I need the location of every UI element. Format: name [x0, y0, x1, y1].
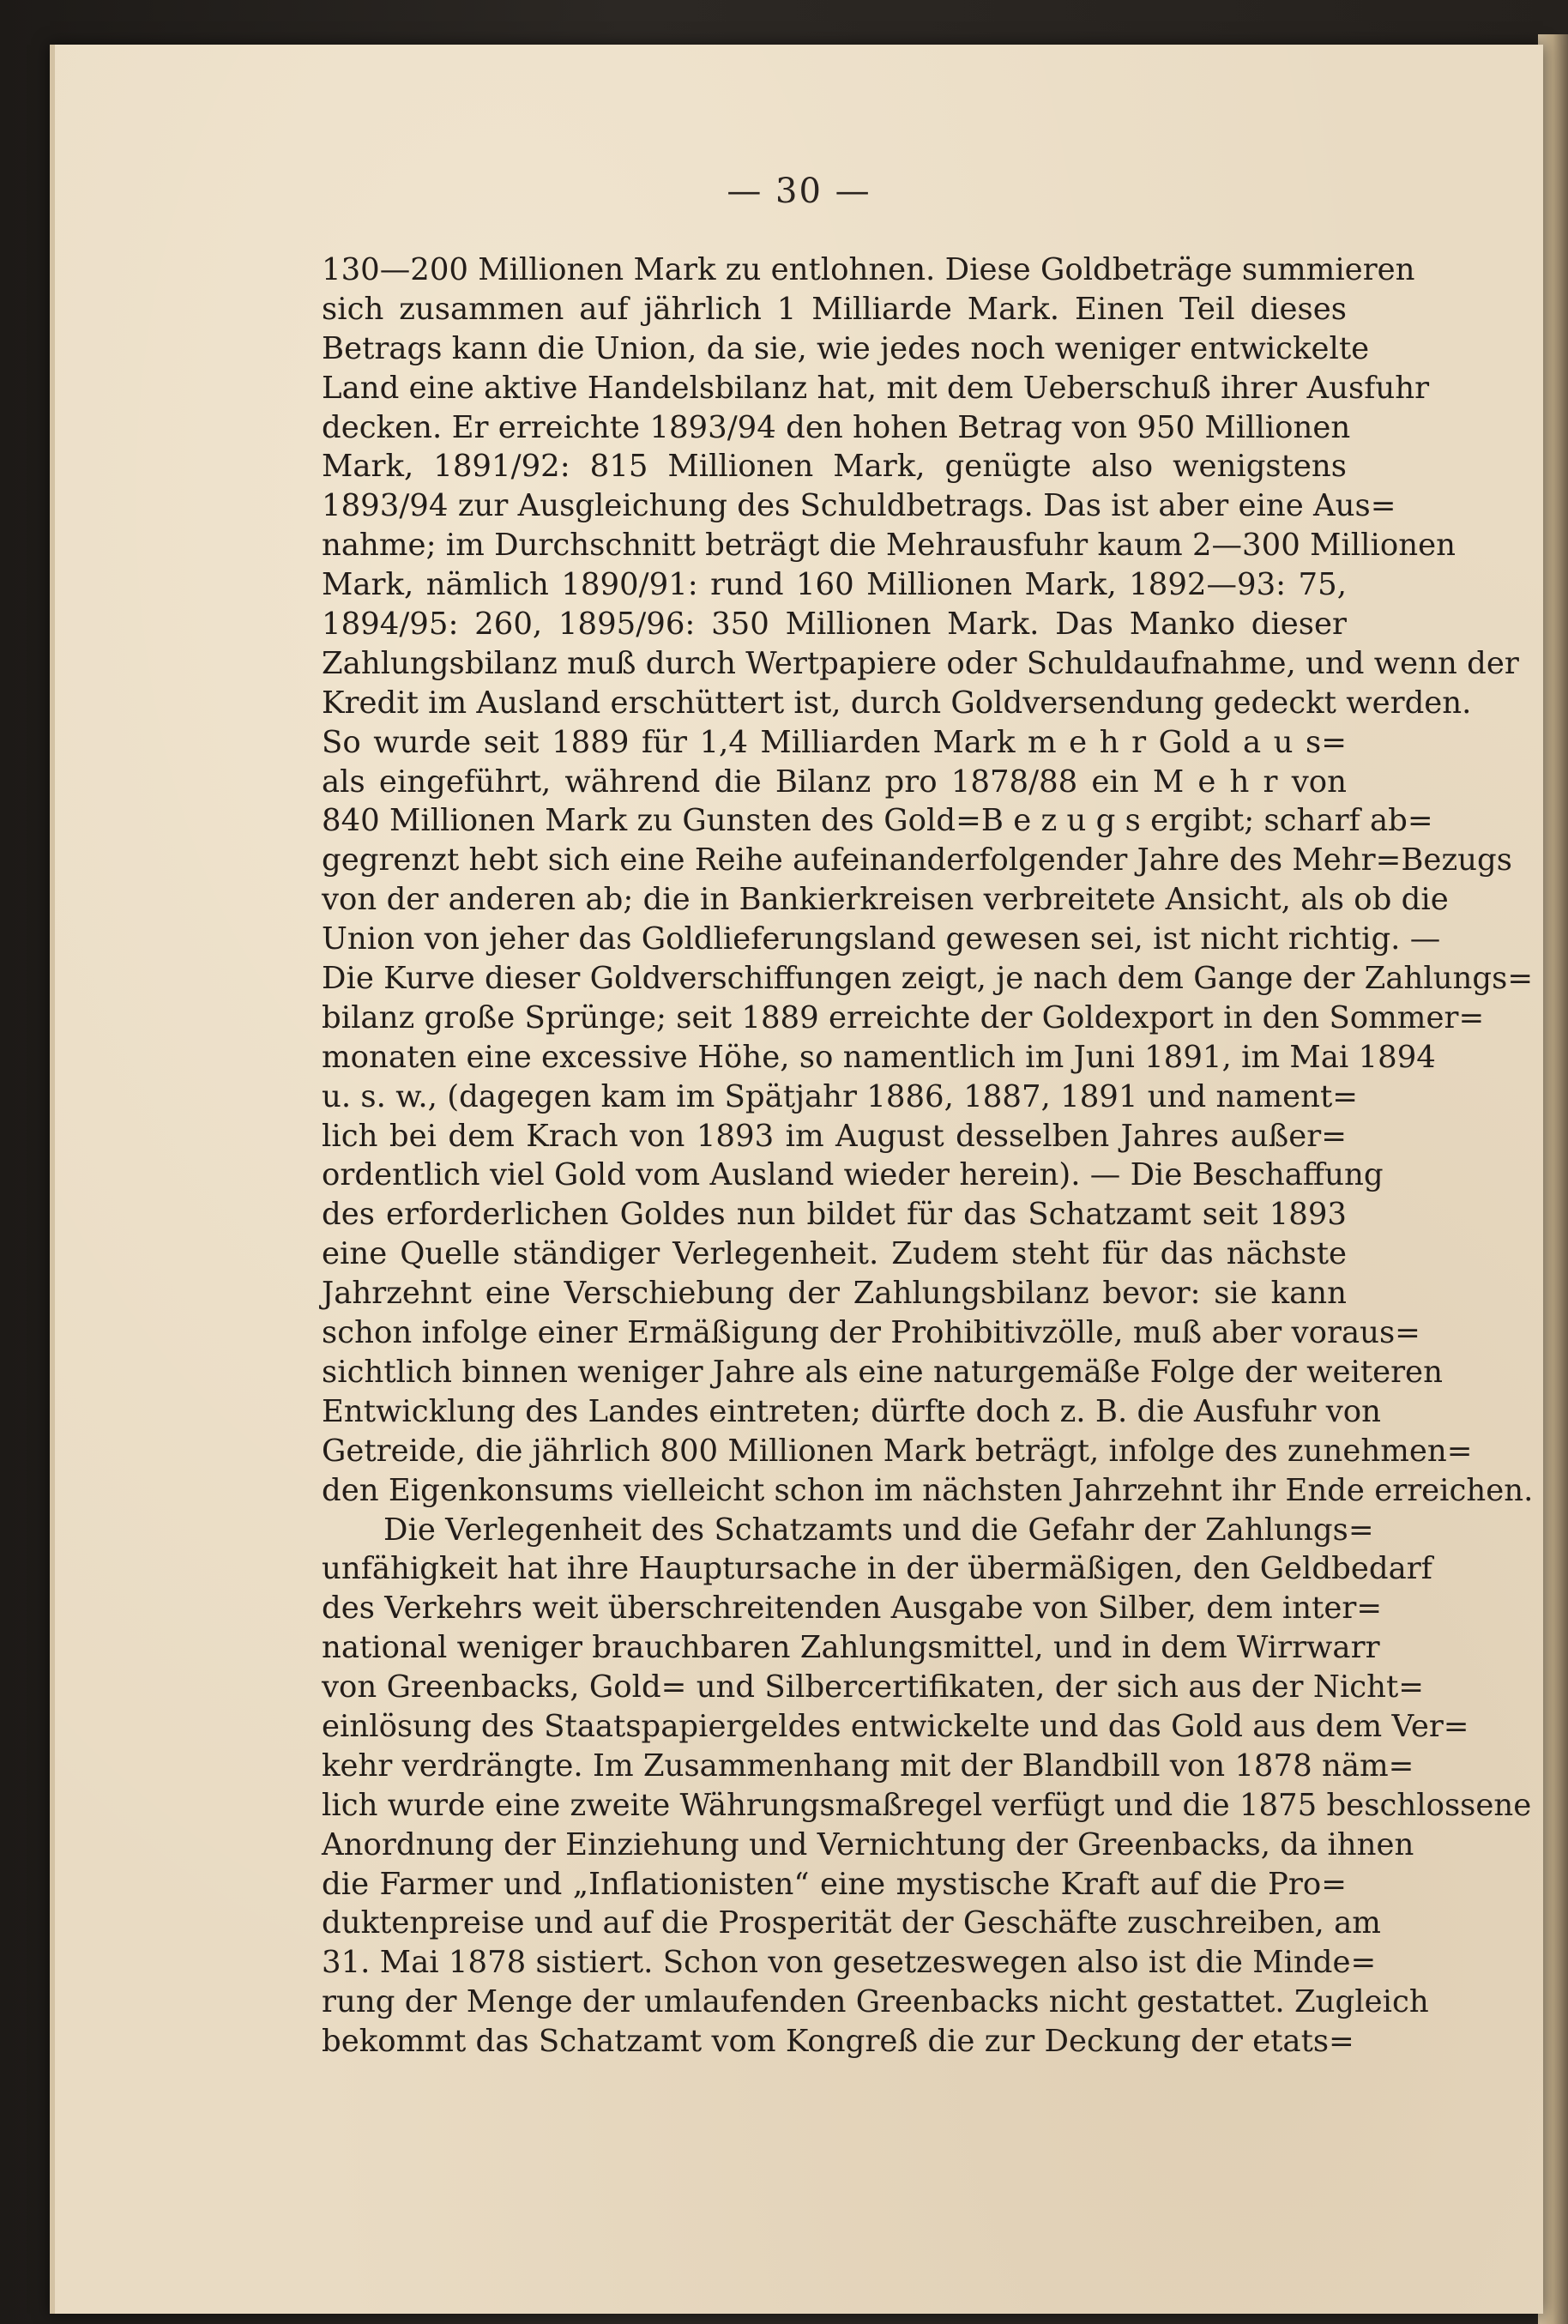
text-line: gegrenzt hebt sich eine Reihe aufeinanderfolgender Jahre des Mehr=Bezugs	[322, 842, 1512, 878]
text-line: die Farmer und „Inflationisten“ eine mystische Kraft auf die Pro=	[322, 1866, 1347, 1902]
text-line: den Eigenkonsums vielleicht schon im nächsten Jahrzehnt ihr Ende erreichen.	[322, 1472, 1534, 1508]
text-line: lich wurde eine zweite Währungsmaßregel verfügt und die 1875 beschlossene	[322, 1787, 1532, 1823]
text-line: Entwicklung des Landes eintreten; dürfte doch z. B. die Ausfuhr von	[322, 1393, 1382, 1429]
text-line: einlösung des Staatspapiergeldes entwickelte und das Gold aus dem Ver=	[322, 1708, 1469, 1744]
text-line: bekommt das Schatzamt vom Kongreß die zur Deckung der etats=	[322, 2024, 1354, 2060]
text-line: 31. Mai 1878 sistiert. Schon von gesetzeswegen also ist die Minde=	[322, 1945, 1377, 1981]
text-line: 1893/94 zur Ausgleichung des Schuldbetrags. Das ist aber eine Aus=	[322, 488, 1396, 524]
text-line: von Greenbacks, Gold= und Silbercertifikaten, der sich aus der Nicht=	[322, 1669, 1424, 1705]
text-line: kehr verdrängte. Im Zusammenhang mit der Blandbill von 1878 näm=	[322, 1748, 1414, 1784]
text-line: rung der Menge der umlaufenden Greenbacks nicht gestattet. Zugleich	[322, 1984, 1429, 2020]
page-number: — 30 —	[727, 172, 871, 211]
text-line: des Verkehrs weit überschreitenden Ausgabe von Silber, dem inter=	[322, 1591, 1383, 1627]
text-line: Mark, 1891/92: 815 Millionen Mark, genügte also wenigstens	[322, 449, 1347, 485]
text-line: Anordnung der Einziehung und Vernichtung der Greenbacks, da ihnen	[322, 1826, 1414, 1862]
text-line: als eingeführt, während die Bilanz pro 1878/88 ein M e h r von	[322, 764, 1347, 800]
text-line: sich zusammen auf jährlich 1 Milliarde Mark. Einen Teil dieses	[322, 291, 1347, 327]
text-line: Getreide, die jährlich 800 Millionen Mark beträgt, infolge des zunehmen=	[322, 1433, 1473, 1469]
text-line: Betrags kann die Union, da sie, wie jedes noch weniger entwickelte	[322, 330, 1370, 366]
text-line: Die Verlegenheit des Schatzamts und die Gefahr der Zahlungs=	[383, 1512, 1374, 1548]
text-line: sichtlich binnen weniger Jahre als eine naturgemäße Folge der weiteren	[322, 1354, 1443, 1390]
text-line: Zahlungsbilanz muß durch Wertpapiere oder Schuldaufnahme, und wenn der	[322, 645, 1519, 681]
text-line: So wurde seit 1889 für 1,4 Milliarden Mark m e h r Gold a u s=	[322, 724, 1347, 760]
text-line: decken. Er erreichte 1893/94 den hohen Betrag von 950 Millionen	[322, 409, 1351, 445]
text-line: eine Quelle ständiger Verlegenheit. Zudem steht für das nächste	[322, 1236, 1347, 1272]
text-line: u. s. w., (dagegen kam im Spätjahr 1886, 1887, 1891 und nament=	[322, 1078, 1359, 1114]
text-line: 130—200 Millionen Mark zu entlohnen. Diese Goldbeträge summieren	[322, 252, 1415, 287]
text-line: des erforderlichen Goldes nun bildet für das Schatzamt seit 1893	[322, 1197, 1347, 1233]
text-line: unfähigkeit hat ihre Hauptursache in der übermäßigen, den Geldbedarf	[322, 1551, 1432, 1587]
text-line: Land eine aktive Handelsbilanz hat, mit dem Ueberschuß ihrer Ausfuhr	[322, 370, 1430, 406]
body-text	[322, 251, 1534, 2061]
text-line: Die Kurve dieser Goldverschiffungen zeigt, je nach dem Gange der Zahlungs=	[322, 961, 1534, 997]
text-line: 1894/95: 260, 1895/96: 350 Millionen Mark. Das Manko dieser	[322, 607, 1347, 643]
text-line: lich bei dem Krach von 1893 im August desselben Jahres außer=	[322, 1118, 1347, 1154]
text-line: 840 Millionen Mark zu Gunsten des Gold=B e z u g s ergibt; scharf ab=	[322, 803, 1433, 839]
text-line: national weniger brauchbaren Zahlungsmittel, und in dem Wirrwarr	[322, 1630, 1380, 1666]
text-line: von der anderen ab; die in Bankierkreisen verbreitete Ansicht, als ob die	[322, 882, 1449, 918]
text-line: schon infolge einer Ermäßigung der Prohibitivzölle, muß aber voraus=	[322, 1315, 1420, 1351]
text-line: Kredit im Ausland erschüttert ist, durch Goldversendung gedeckt werden.	[322, 685, 1472, 721]
text-line: duktenpreise und auf die Prosperität der Geschäfte zuschreiben, am	[322, 1905, 1381, 1941]
text-line: Mark, nämlich 1890/91: rund 160 Millionen Mark, 1892—93: 75,	[322, 567, 1347, 603]
text-line: Jahrzehnt eine Verschiebung der Zahlungsbilanz bevor: sie kann	[322, 1276, 1347, 1312]
text-line: bilanz große Sprünge; seit 1889 erreichte der Goldexport in den Sommer=	[322, 999, 1485, 1035]
text-line: monaten eine excessive Höhe, so namentlich im Juni 1891, im Mai 1894	[322, 1039, 1436, 1075]
text-line: ordentlich viel Gold vom Ausland wieder herein). — Die Beschaffung	[322, 1157, 1384, 1193]
text-line: Union von jeher das Goldlieferungsland gewesen sei, ist nicht richtig. —	[322, 921, 1441, 957]
text-line: nahme; im Durchschnitt beträgt die Mehrausfuhr kaum 2—300 Millionen	[322, 528, 1456, 564]
